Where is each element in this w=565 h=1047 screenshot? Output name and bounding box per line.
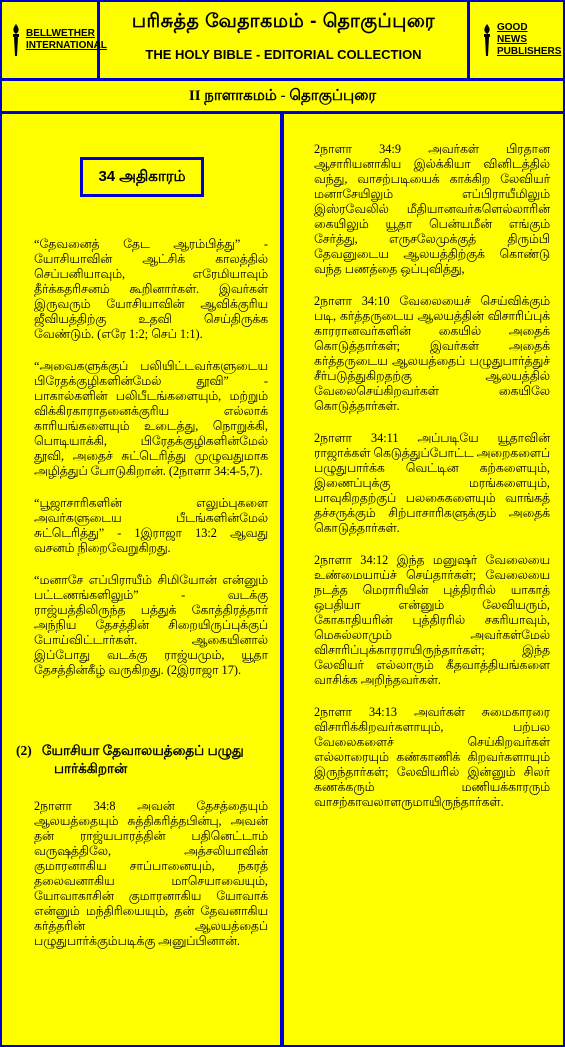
section-heading (16, 742, 276, 778)
good-news-logo (467, 2, 563, 78)
title-english: THE HOLY BIBLE - EDITORIAL COLLECTION (145, 47, 422, 62)
paragraph: “அவைகளுக்குப் பலியிட்டவர்களுடைய பிரேதக்குழிகளின்மேல் தூவி” - பாகால்களின் பலிபீடங்களையும், மற்றும் விக்கிரகாராதனைக்குரிய எல்லாக் காரியங்களையும் உடைத்து, நொறுக்கி, பொடியாக்கி, பிரேதக்குழிகளின்மேல் தூவி, அதைச் சுட்டெரித்து முழுவதுமாக அழித்துப் போடுகிறான். (2நாளா 34:4-5,7). (34, 359, 268, 478)
paragraph: “பூஜாசாரிகளின் எலும்புகளை அவர்களுடைய பீடங்களின்மேல் சுட்டெரித்து” - 1இராஜா 13:2 ஆவது வசனம் நிறைவேறுகிறது. (34, 496, 268, 555)
bellwether-logo-text: BELLWETHER INTERNATIONAL (26, 28, 107, 51)
bellwether-logo (2, 2, 107, 78)
torch-icon (9, 22, 23, 58)
paragraph: 2நாளா 34:13 அவர்கள் சுமைகாரரை விசாரிக்கிறவர்களாயும், பற்பல வேலைகளைச் செய்கிறவர்கள் எல்லாரையும் கண்காணிக் கிறவர்களாயும் இருந்தார்கள்; லேவியரில் இன்னும் சிலர் கணக்கரும் மணியக்காரரும் வாசற்காவலாளருமாயிருந்தார்கள். (314, 705, 550, 809)
subtitle: II நாளாகமம் - தொகுப்புரை (188, 88, 377, 104)
torch-icon (480, 22, 494, 58)
left-column (34, 114, 268, 695)
paragraph: 2நாளா 34:9 அவர்கள் பிரதான ஆசாரியனாகிய இல்க்கியா வினிடத்தில் வந்து, வாசற்படியைக் காக்கிற லேவியர் மனாசேயிலும் எப்பிராயீமிலும் இஸ்ரவேலில் மீதியானவர்களெல்லாரின் கையிலும் யூதா பென்யமீன் எங்கும் சேர்த்து, எருசலேமுக்குத் திரும்பி தேவனுடைய ஆலயத்திற்குக் கொண்டு வந்த பணத்தை ஒப்புவித்து, (314, 142, 550, 276)
section-title-line2: பார்க்கிறான் (54, 761, 128, 776)
good-news-logo-text: GOOD NEWS PUBLISHERS (497, 22, 562, 57)
chapter-label: 34 அதிகாரம் (80, 157, 204, 197)
paragraph: “மனாசே எப்பிராயீம் சிமியோன் என்னும் பட்டணங்களிலும்” - வடக்கு ராஜ்யத்திலிருந்த பத்துக் கோத்திரத்தார் அந்நிய தேசத்தின் சிறையிருப்புக்குப் போய்விட்டார்கள். ஆகையினால் இப்போது வடக்கு ராஜ்யமும், யூதா தேசத்தின்கீழ் வருகிறது. (2இராஜா 17). (34, 573, 268, 677)
right-column (314, 142, 550, 827)
paragraph: 2நாளா 34:11 அப்படியே யூதாவின் ராஜாக்கள் கெடுத்துப்போட்ட அறைகளைப் பழுதுபார்க்க வெட்டின கற்களையும், இணைப்புக்கு மரங்களையும், பாவுகிறதற்குப் பலகைகளையும் வாங்கத் தச்சருக்கும் சிற்பாசாரிகளுக்கும் அதைக் கொடுத்தார்கள். (314, 431, 550, 535)
left-column-continued (34, 799, 268, 966)
paragraph: 2நாளா 34:12 இந்த மனுஷர் வேலையை உண்மையாய்ச் செய்தார்கள்; வேலையை நடத்த மெராரியின் புத்திரரில் யாகாத் ஒபதியா என்னும் லேவியரும், கோகாதியரின் புத்திரரில் சகரியாவும், மெசுல்லாமும் அவர்கள்மேல் விசாரிப்புக்காரராயிருந்தார்கள்; இந்த லேவியர் எல்லாரும் கீதவாத்தியங்களை வாசிக்க அறிந்தவர்கள். (314, 553, 550, 687)
title-block (100, 2, 467, 78)
section-title-line1: யோசியா தேவாலயத்தைப் பழுது (41, 743, 244, 758)
title-tamil: பரிசுத்த வேதாகமம் - தொகுப்புரை (131, 11, 436, 32)
paragraph: 2நாளா 34:8 அவன் தேசத்தையும் ஆலயத்தையும் சுத்திகரித்தபின்பு, அவன் தன் ராஜ்யபாரத்தின் பதினெட்டாம் வருஷத்திலே, அத்சலியாவின் குமாரனாகிய சாப்பானையும், நகரத் தலைவனாகிய மாசெயாவையும், யோவாகாசின் குமாரனாகிய யோவாக் என்னும் மந்திரியையும், தன் தேவனாகிய கர்த்தரின் ஆலயத்தைப் பழுதுபார்க்கும்படிக்கு அனுப்பினான். (34, 799, 268, 948)
header (2, 2, 563, 78)
paragraph: 2நாளா 34:10 வேலையைச் செய்விக்கும் படி, கர்த்தருடைய ஆலயத்தின் விசாரிப்புக் காரரானவர்களின் கையில் அதைக் கொடுத்தார்கள்; இவர்கள் அதைக் கர்த்தருடைய ஆலயத்தைப் பழுதுபார்த்துச் சீர்படுத்துகிறதற்கு ஆலயத்தில் வேலைசெய்கிறவர்கள் கையிலே கொடுத்தார்கள். (314, 294, 550, 413)
section-number: (2) (16, 743, 32, 758)
paragraph: “தேவனைத் தேட ஆரம்பித்து” - யோசியாவின் ஆட்சிக் காலத்தில் செப்பனியாவும், எரேமியாவும் தீர்க்கதரிசனம் கூறினார்கள். இவர்கள் இருவரும் யோசியாவின் ஆவிக்குரிய ஜீவியத்திற்கு உதவி செய்திருக்க வேண்டும். (எரே 1:2; செப் 1:1). (34, 237, 268, 341)
column-divider (280, 114, 284, 1045)
